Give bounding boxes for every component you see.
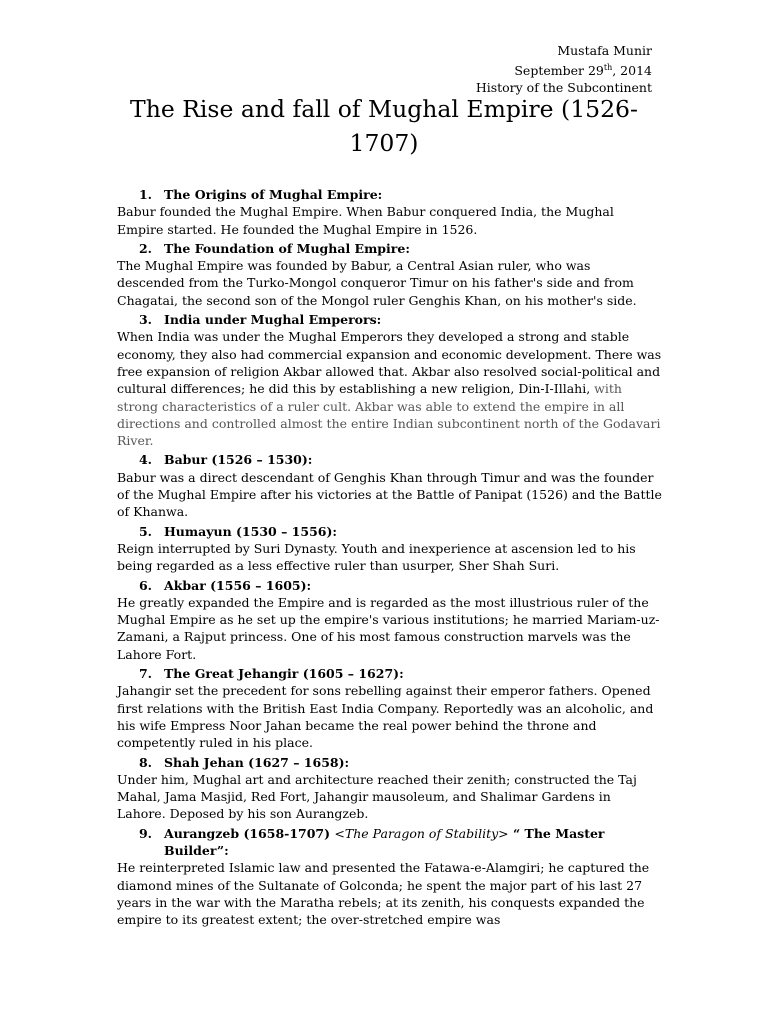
section-foundation <box>117 240 662 309</box>
section-number: 8. <box>138 754 152 770</box>
section-paragraph: Babur founded the Mughal Empire. When Babur conquered India, the Mughal Empire started. He founded the Mughal Empire in 1526. <box>117 204 614 237</box>
section-heading-text: Humayun (1530 – 1556): <box>164 523 337 539</box>
section-paragraph <box>117 328 662 449</box>
section-paragraph: Reign interrupted by Suri Dynasty. Youth and inexperience at ascension led to his being regarded as a less effective ruler than usurper, Sher Shah Suri. <box>117 540 636 574</box>
section-heading <box>117 754 662 771</box>
section-paragraph: The Mughal Empire was founded by Babur, a Central Asian ruler, who was descended from the Turko-Mongol conqueror Timur on his father's side and from Chagatai, the second son of the Mongol ruler Genghis Khan, on his mother's side. <box>117 258 637 308</box>
section-heading <box>117 665 662 682</box>
heading-main: Aurangzeb (1658-1707) <box>164 825 335 841</box>
section-heading-text: The Origins of Mughal Empire: <box>164 187 383 202</box>
paragraph-text-quoted: with strong characteristics of a ruler cult. Akbar was able to extend the empire in all directions and controlled almost the entire Indian subcontinent north of the Godavari River. <box>117 381 661 449</box>
section-paragraph: Jahangir set the precedent for sons rebelling against their emperor fathers. Opened first relations with the British East India Company. Reportedly was an alcoholic, and his wife Empress Noor Jahan became the real power behind the throne and competently ruled in his place. <box>117 683 654 751</box>
page-title: The Rise and fall of Mughal Empire (1526-1707) <box>130 95 638 157</box>
section-number: 2. <box>138 240 152 256</box>
section-heading <box>117 577 662 594</box>
section-paragraph: Under him, Mughal art and architecture reached their zenith; constructed the Taj Mahal, Jama Masjid, Red Fort, Jahangir mausoleum, and Shalimar Gardens in Lahore. Deposed by his son Aurangzeb. <box>117 771 637 822</box>
section-heading-text: The Foundation of Mughal Empire: <box>164 240 410 256</box>
section-heading-text: Shah Jehan (1627 – 1658): <box>164 754 350 770</box>
section-babur <box>117 451 662 520</box>
section-heading-text: India under Mughal Emperors: <box>164 312 382 328</box>
section-india-under-mughals <box>117 311 662 449</box>
heading-italic: <The Paragon of Stability> <box>334 825 509 841</box>
section-origins <box>117 186 662 238</box>
section-paragraph: He greatly expanded the Empire and is regarded as the most illustrious ruler of the Mughal Empire as he set up the empire's various institutions; he married Mariam-uz-Zamani, a Rajput princess. One of his most famous construction marvels was the Lahore Fort. <box>117 594 660 662</box>
section-heading-text <box>164 825 662 860</box>
section-number: 7. <box>138 666 152 682</box>
date-text: September 29 <box>514 63 604 79</box>
section-number: 1. <box>138 187 152 202</box>
section-heading <box>117 523 662 540</box>
section-heading-text: Akbar (1556 – 1605): <box>164 577 312 593</box>
section-heading-text: The Great Jehangir (1605 – 1627): <box>164 666 404 682</box>
paragraph-text: When India was under the Mughal Emperors they developed a strong and stable economy, they also had commercial expansion and economic development. There was free expansion of religion Akbar allowed that. Akbar also resolved social-political and cultural differences; he did this by establishing a new religion, Din-I-Illahi, <box>117 329 662 397</box>
section-number: 3. <box>138 312 152 328</box>
section-heading <box>117 825 662 860</box>
section-number: 9. <box>138 825 152 841</box>
author-name: Mustafa Munir <box>557 43 652 58</box>
section-paragraph: Babur was a direct descendant of Genghis Khan through Timur and was the founder of the Mughal Empire after his victories at the Battle of Panipat (1526) and the Battle of Khanwa. <box>117 469 662 520</box>
document-body <box>117 186 662 930</box>
heading-tail: “ The Master Builder”: <box>164 825 605 858</box>
document-date <box>476 59 652 79</box>
section-heading <box>117 311 662 328</box>
date-superscript: th <box>603 63 613 72</box>
section-heading-text: Babur (1526 – 1530): <box>164 452 313 468</box>
section-akbar <box>117 577 662 663</box>
section-number: 4. <box>138 452 152 468</box>
section-shah-jehan <box>117 754 662 823</box>
section-jehangir <box>117 665 662 751</box>
date-year: , 2014 <box>612 63 652 79</box>
section-heading <box>117 186 662 203</box>
document-header <box>476 42 652 96</box>
section-heading <box>117 451 662 468</box>
section-number: 5. <box>138 523 152 539</box>
section-heading <box>117 240 662 257</box>
section-aurangzeb <box>117 825 662 929</box>
section-number: 6. <box>138 577 152 593</box>
section-humayun <box>117 523 662 575</box>
course-name: History of the Subcontinent <box>475 80 652 96</box>
section-paragraph: He reinterpreted Islamic law and presented the Fatawa-e-Alamgiri; he captured the diamond mines of the Sultanate of Golconda; he spent the major part of his last 27 years in the war with the Maratha rebels; at its zenith, his conquests expanded the empire to its greatest extent; the over-stretched empire was <box>117 860 650 928</box>
